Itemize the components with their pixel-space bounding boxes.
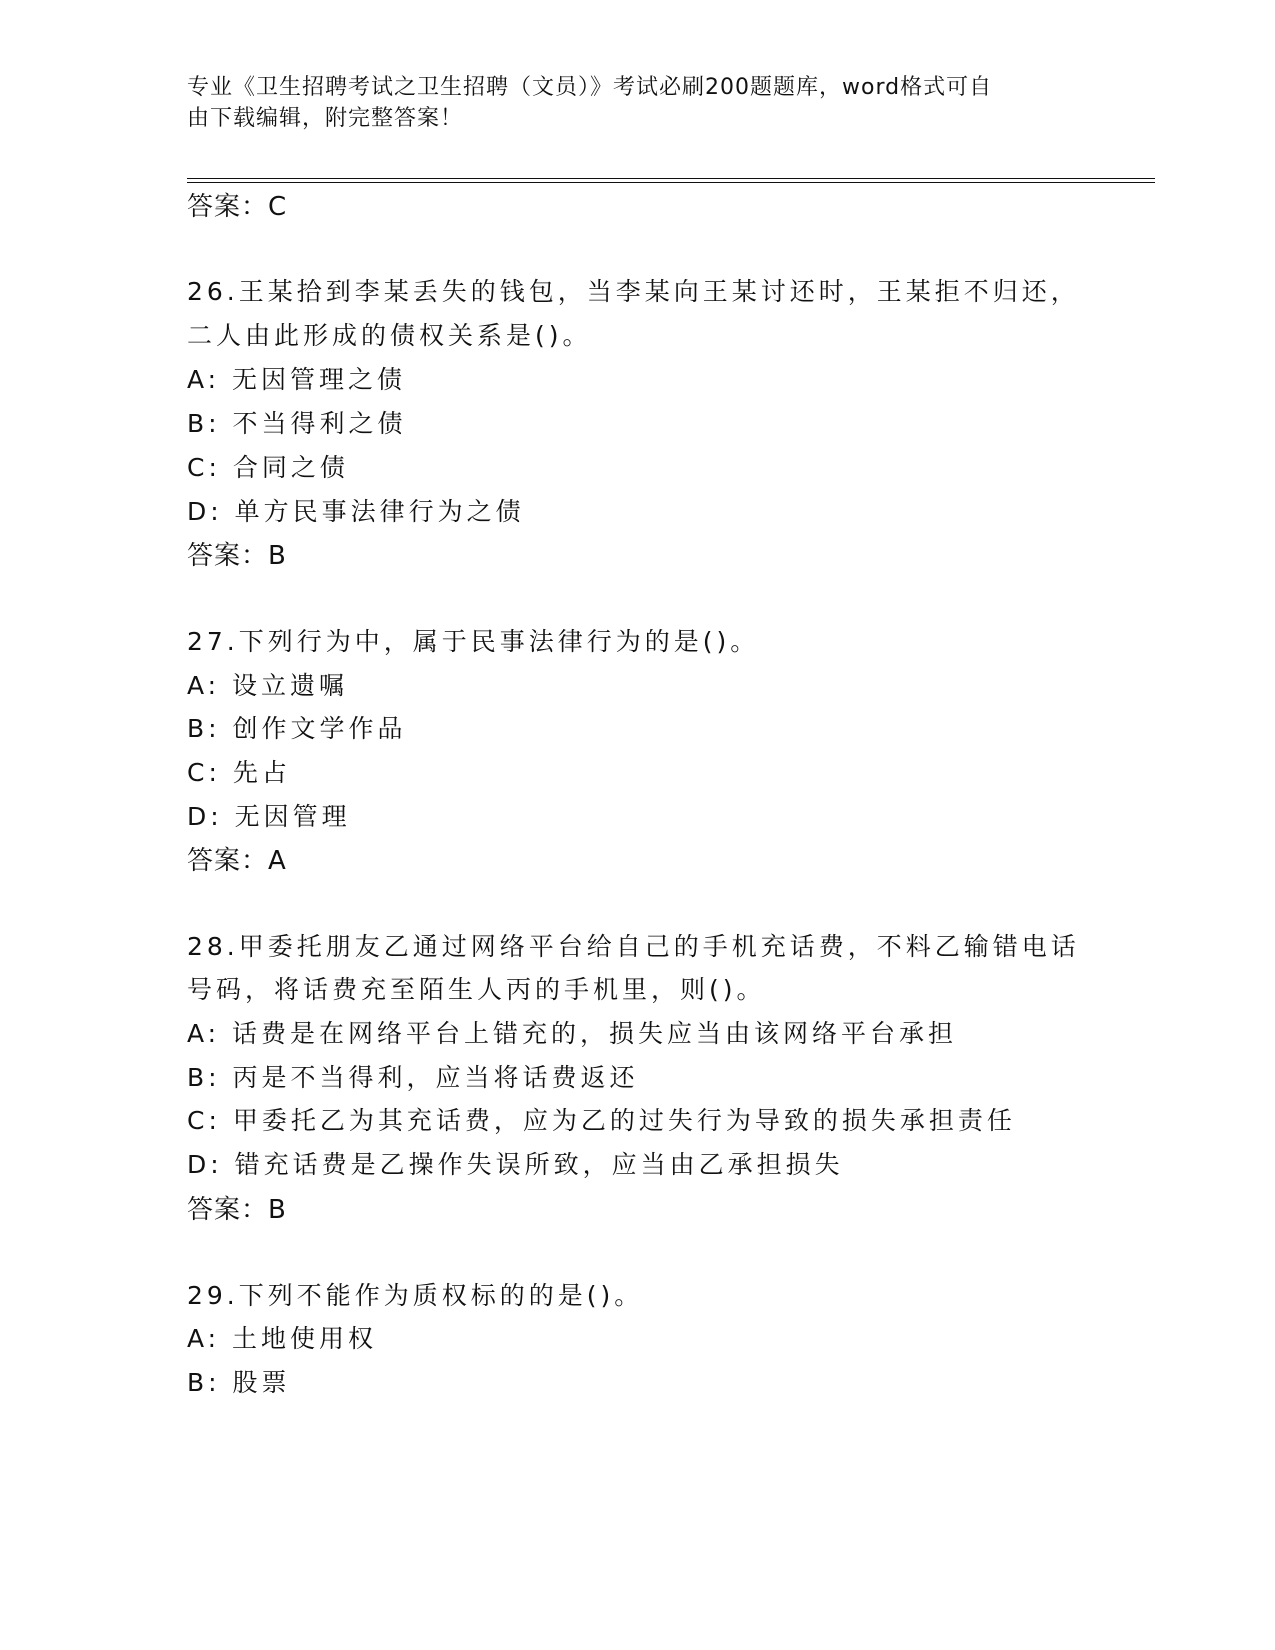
header-line-1: 专业《卫生招聘考试之卫生招聘（文员）》考试必刷200题题库，word格式可自 <box>187 75 993 100</box>
question-stem: 28.甲委托朋友乙通过网络平台给自己的手机充话费，不料乙输错电话 <box>187 932 1080 961</box>
header-line-2: 由下载编辑，附完整答案！ <box>187 106 464 131</box>
question-stem: 29.下列不能作为质权标的的是()。 <box>187 1281 644 1310</box>
question-stem: 二人由此形成的债权关系是()。 <box>187 321 592 350</box>
option-d: D: 错充话费是乙操作失误所致，应当由乙承担损失 <box>187 1150 844 1179</box>
option-a: A: 土地使用权 <box>187 1324 378 1353</box>
page-header <box>187 72 1067 134</box>
option-d: D: 无因管理 <box>187 802 351 831</box>
option-b: B: 丙是不当得利，应当将话费返还 <box>187 1063 639 1092</box>
question-stem: 26.王某拾到李某丢失的钱包，当李某向王某讨还时，王某拒不归还， <box>187 277 1080 306</box>
option-c: C: 合同之债 <box>187 453 349 482</box>
option-b: B: 创作文学作品 <box>187 714 407 743</box>
option-c: C: 甲委托乙为其充话费，应为乙的过失行为导致的损失承担责任 <box>187 1106 1016 1135</box>
option-b: B: 股票 <box>187 1368 291 1397</box>
answer-label: 答案：A <box>187 846 287 876</box>
option-a: A: 无因管理之债 <box>187 365 407 394</box>
answer-label: 答案：C <box>187 192 288 222</box>
answer-label: 答案：B <box>187 541 287 571</box>
option-a: A: 话费是在网络平台上错充的，损失应当由该网络平台承担 <box>187 1019 958 1048</box>
question-stem: 27.下列行为中，属于民事法律行为的是()。 <box>187 627 760 656</box>
question-stem: 号码，将话费充至陌生人丙的手机里，则()。 <box>187 975 766 1004</box>
option-b: B: 不当得利之债 <box>187 409 407 438</box>
option-c: C: 先占 <box>187 758 291 787</box>
answer-label: 答案：B <box>187 1195 287 1225</box>
option-a: A: 设立遗嘱 <box>187 671 349 700</box>
option-d: D: 单方民事法律行为之债 <box>187 497 525 526</box>
header-divider <box>187 178 1155 183</box>
